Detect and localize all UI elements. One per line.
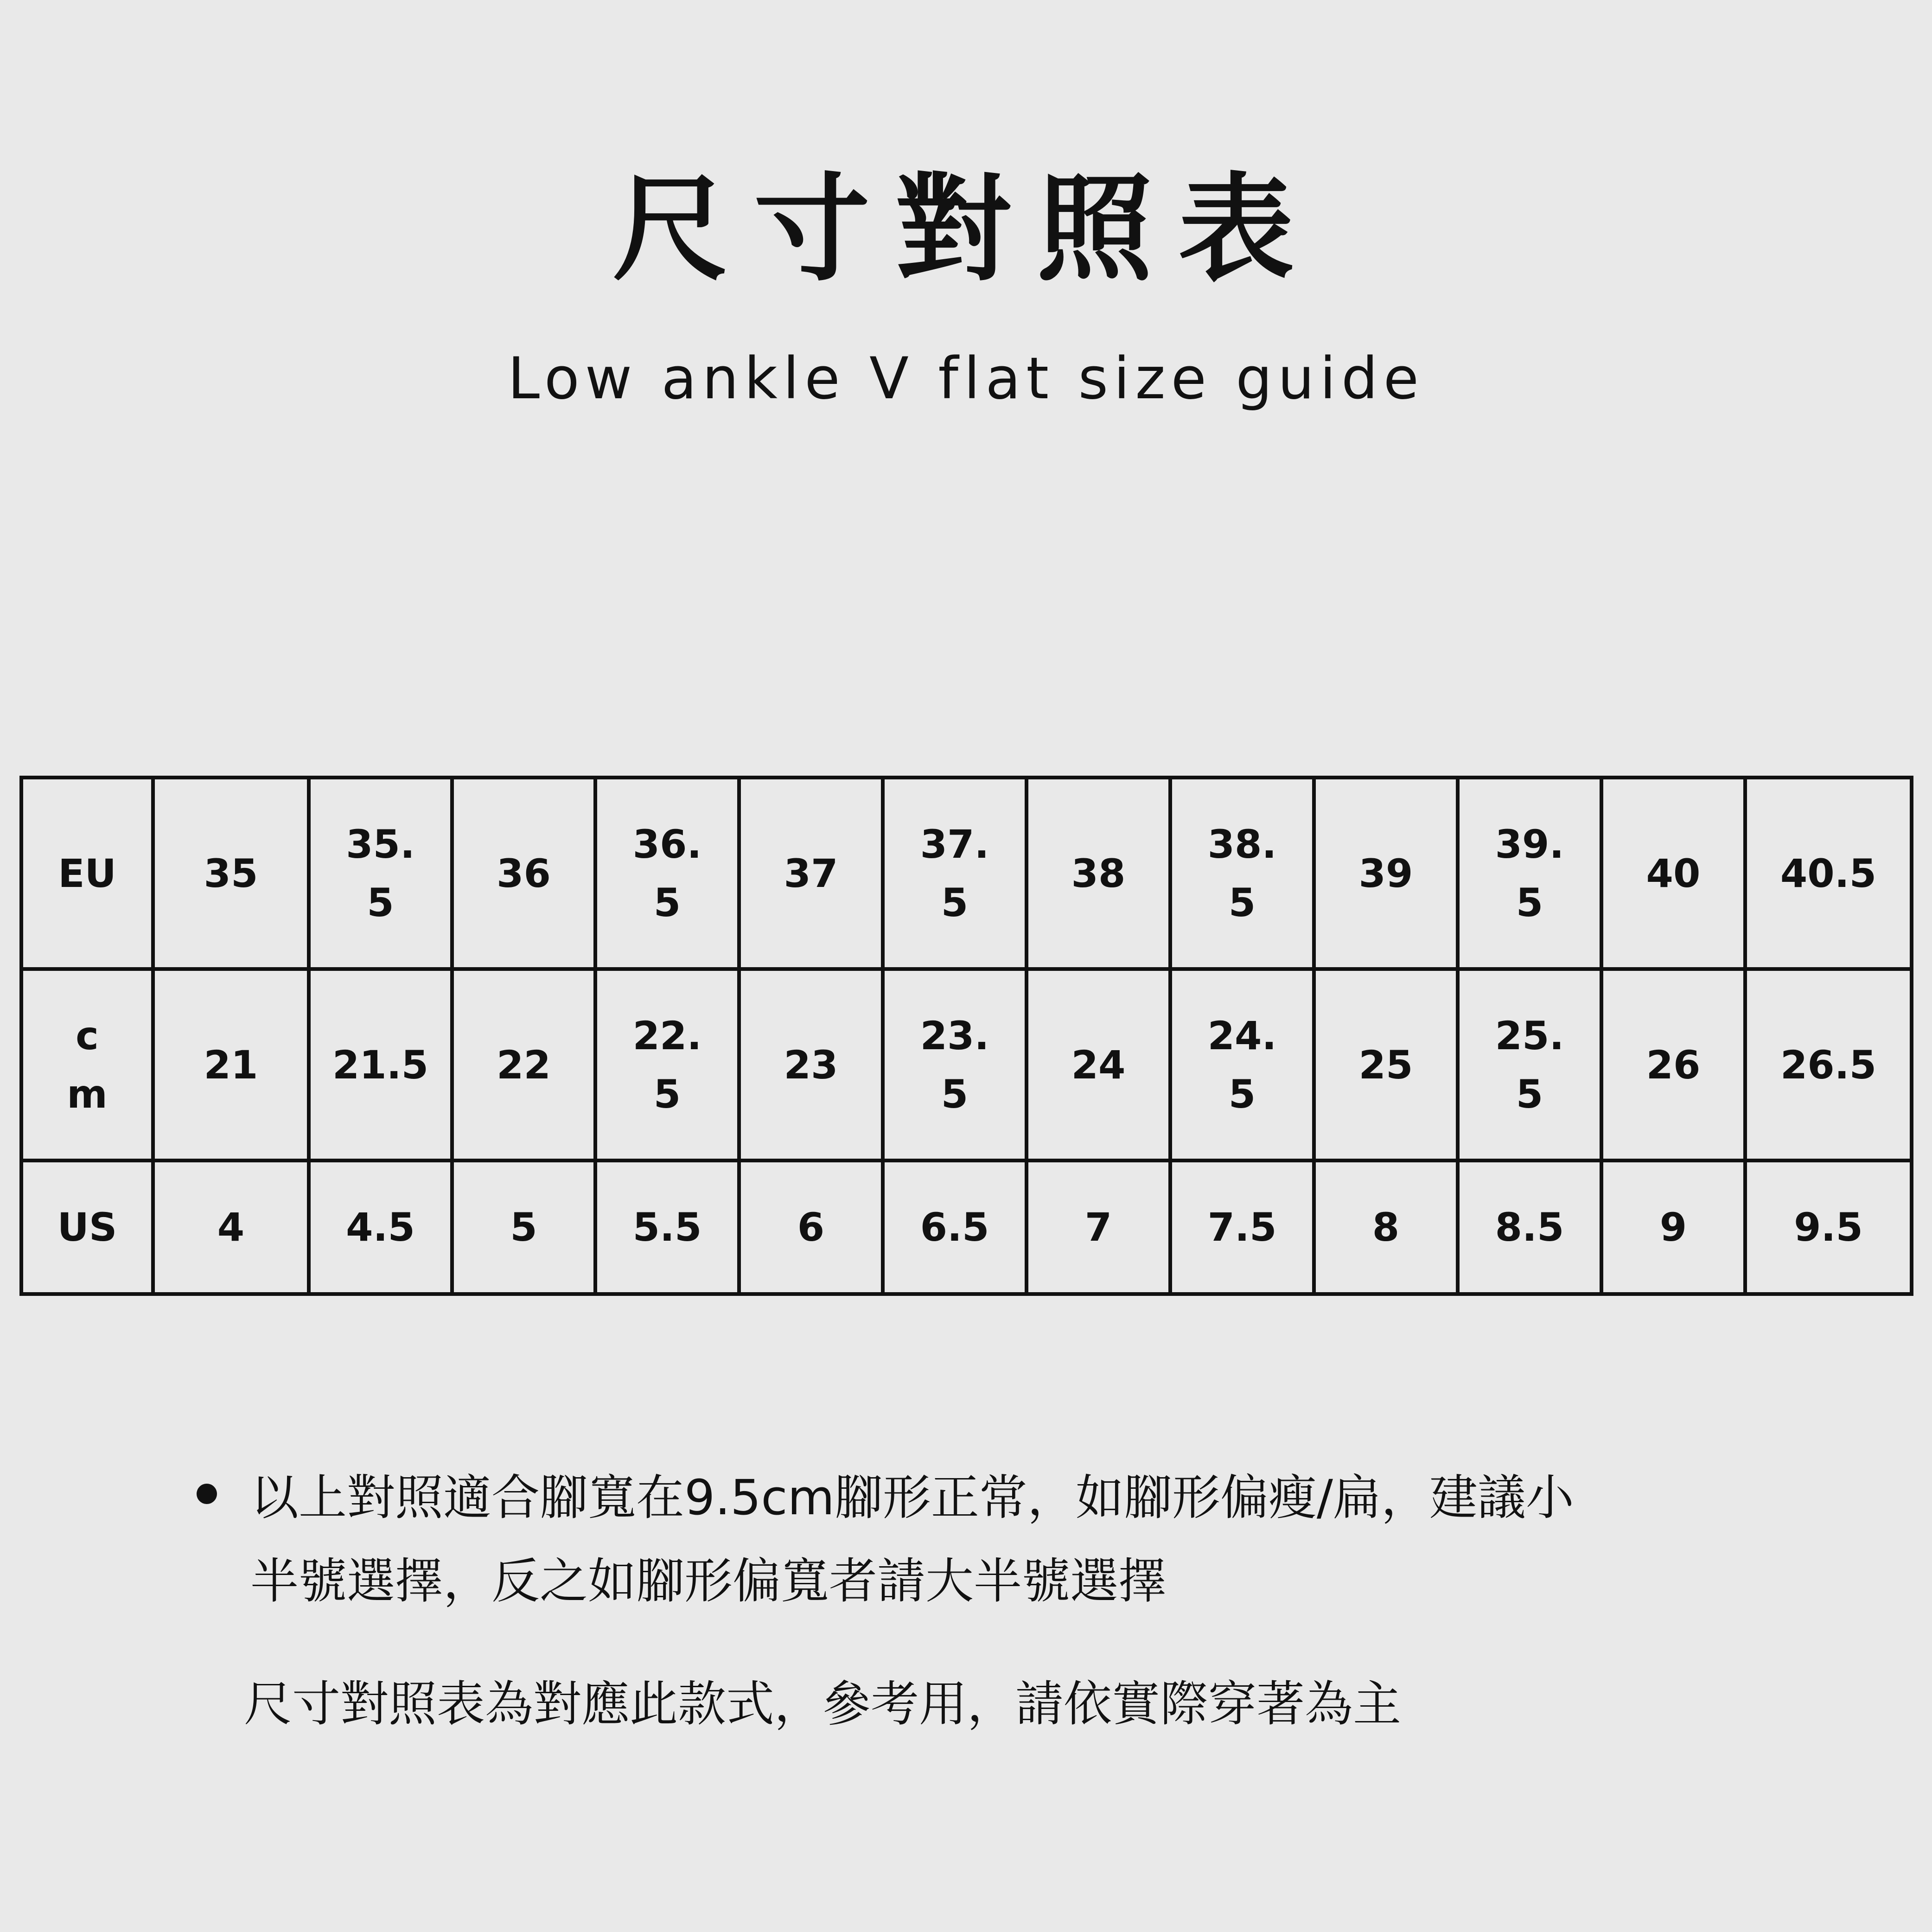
size-cell <box>1745 1160 1912 1294</box>
size-cell-text: 5 <box>653 1071 681 1117</box>
size-cell-text: 26.5 <box>1780 1042 1877 1088</box>
size-cell <box>1170 969 1314 1160</box>
size-cell-text: 23 <box>784 1042 838 1088</box>
size-cell-text: 9.5 <box>1794 1205 1863 1250</box>
size-cell <box>309 969 452 1160</box>
size-cell <box>1601 1160 1745 1294</box>
bullet-dot-icon <box>197 1484 217 1504</box>
size-cell <box>1314 969 1458 1160</box>
size-cell-text: 40.5 <box>1780 850 1877 896</box>
size-cell-text: 5 <box>941 880 969 925</box>
page-subtitle: Low ankle V flat size guide <box>507 345 1425 412</box>
size-cell-text: 5 <box>1516 880 1543 925</box>
size-cell-text: 38 <box>1071 850 1126 896</box>
size-cell-text: 8 <box>1372 1205 1400 1250</box>
size-cell <box>1458 1160 1601 1294</box>
size-cell <box>739 778 883 969</box>
size-cell <box>883 778 1027 969</box>
size-cell-text: 24 <box>1071 1042 1126 1088</box>
size-cell <box>1027 778 1170 969</box>
size-cell-text: 25 <box>1358 1042 1413 1088</box>
size-cell <box>595 778 739 969</box>
size-cell-text: 36. <box>632 821 702 867</box>
size-cell <box>1458 778 1601 969</box>
size-cell <box>1314 1160 1458 1294</box>
size-cell-text: 22 <box>497 1042 551 1088</box>
size-cell <box>595 969 739 1160</box>
size-cell <box>452 778 595 969</box>
size-cell <box>739 969 883 1160</box>
size-cell-text: 9 <box>1659 1205 1687 1250</box>
size-cell-text: 40 <box>1646 850 1701 896</box>
size-cell-text: 35. <box>346 821 415 867</box>
size-row-us <box>21 1160 1912 1294</box>
note-line: 以上對照適合腳寬在9.5cm腳形正常，如腳形偏瘦/扁，建議小 <box>250 1469 1574 1526</box>
size-cell <box>309 778 452 969</box>
size-cell-text: 5 <box>653 880 681 925</box>
size-cell-text: 23. <box>920 1013 989 1058</box>
size-cell <box>452 969 595 1160</box>
size-cell-text: 7.5 <box>1207 1205 1277 1250</box>
size-cell <box>153 969 309 1160</box>
size-cell <box>309 1160 452 1294</box>
size-cell-text: 5.5 <box>632 1205 702 1250</box>
size-cell <box>1745 969 1912 1160</box>
size-cell-text: 36 <box>497 850 551 896</box>
size-cell-text: 6.5 <box>920 1205 989 1250</box>
row-label-text: US <box>57 1205 117 1250</box>
size-cell <box>1745 778 1912 969</box>
size-cell-text: 35 <box>204 850 258 896</box>
size-cell-text: 22. <box>632 1013 702 1058</box>
size-cell <box>883 969 1027 1160</box>
size-cell <box>1027 969 1170 1160</box>
size-cell <box>1314 778 1458 969</box>
size-cell <box>1601 969 1745 1160</box>
size-cell-text: 5 <box>1228 880 1256 925</box>
size-cell <box>1601 778 1745 969</box>
size-cell-text: 6 <box>797 1205 825 1250</box>
row-label <box>21 778 153 969</box>
size-cell-text: 4.5 <box>346 1205 415 1250</box>
size-cell-text: 5 <box>510 1205 537 1250</box>
row-label-text: EU <box>58 850 116 896</box>
row-label-text: c <box>76 1013 99 1058</box>
size-cell-text: 39 <box>1358 850 1413 896</box>
size-cell <box>595 1160 739 1294</box>
size-cell <box>153 778 309 969</box>
size-cell-text: 37 <box>784 850 838 896</box>
row-label <box>21 969 153 1160</box>
size-cell-text: 21 <box>204 1042 258 1088</box>
size-cell-text: 5 <box>1516 1071 1543 1117</box>
size-cell-text: 24. <box>1207 1013 1277 1058</box>
size-cell-text: 38. <box>1207 821 1277 867</box>
size-cell-text: 21.5 <box>332 1042 429 1088</box>
size-cell <box>153 1160 309 1294</box>
size-cell-text: 37. <box>920 821 989 867</box>
size-cell <box>1170 1160 1314 1294</box>
size-cell <box>1027 1160 1170 1294</box>
row-label-text: m <box>67 1071 108 1117</box>
row-label <box>21 1160 153 1294</box>
size-cell-text: 5 <box>941 1071 969 1117</box>
size-cell-text: 4 <box>217 1205 245 1250</box>
size-row-cm <box>21 969 1912 1160</box>
size-cell-text: 7 <box>1084 1205 1112 1250</box>
size-chart-table <box>19 776 1913 1296</box>
size-cell-text: 8.5 <box>1495 1205 1564 1250</box>
size-cell-text: 5 <box>367 880 394 925</box>
note-bullet-text <box>250 1456 1725 1623</box>
note-disclaimer: 尺寸對照表為對應此款式，參考用，請依實際穿著為主 <box>244 1676 1402 1732</box>
size-cell <box>1458 969 1601 1160</box>
size-cell-text: 25. <box>1495 1013 1564 1058</box>
page-title: 尺寸對照表 <box>612 162 1320 297</box>
size-chart-body <box>21 778 1912 1294</box>
size-cell <box>739 1160 883 1294</box>
size-cell-text: 39. <box>1495 821 1564 867</box>
note-line: 半號選擇，反之如腳形偏寬者請大半號選擇 <box>250 1553 1167 1609</box>
size-cell <box>1170 778 1314 969</box>
size-cell-text: 5 <box>1228 1071 1256 1117</box>
size-cell <box>452 1160 595 1294</box>
size-row-eu <box>21 778 1912 969</box>
size-cell-text: 26 <box>1646 1042 1701 1088</box>
size-cell <box>883 1160 1027 1294</box>
